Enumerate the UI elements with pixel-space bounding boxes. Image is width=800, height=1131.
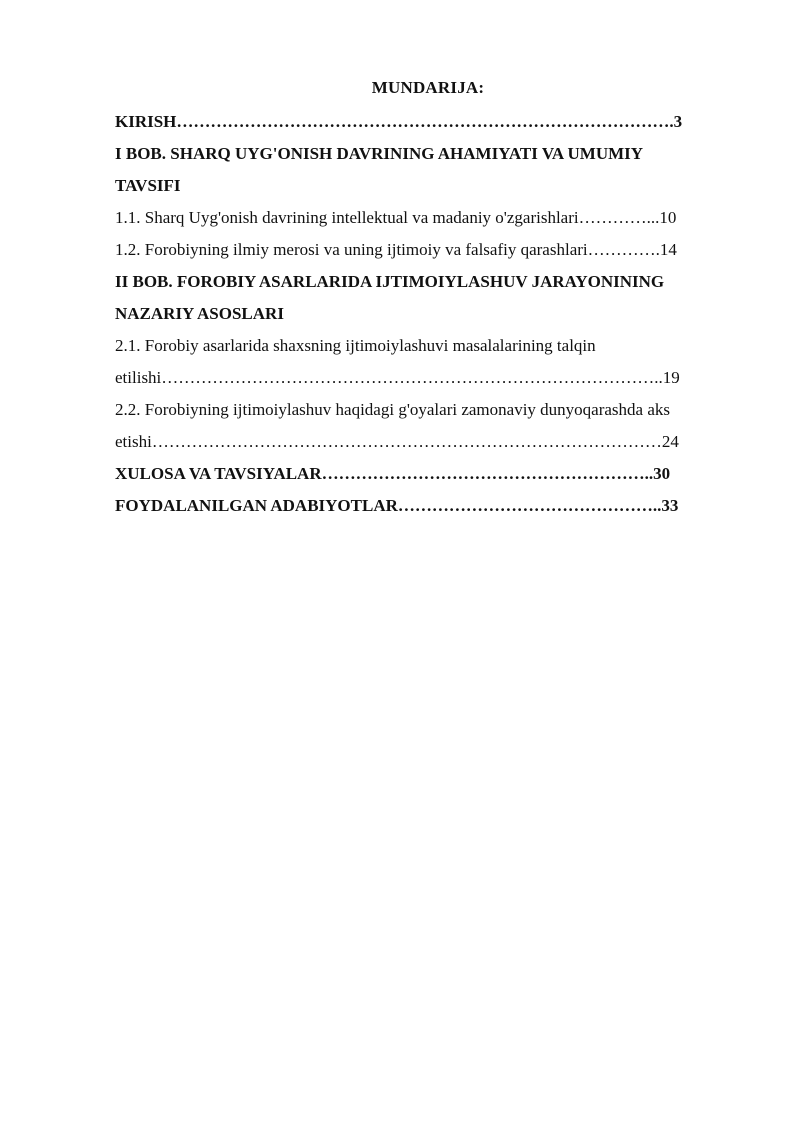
toc-entry-adabiyotlar: FOYDALANILGAN ADABIYOTLAR………………………………………..33 — [115, 496, 679, 515]
toc-entry-1-1: 1.1. Sharq Uyg'onish davrining intellektual va madaniy o'zgarishlari…………...10 — [115, 208, 677, 227]
toc-chapter-1-heading-cont: TAVSIFI — [115, 176, 181, 195]
toc-entry-2-1-cont: etilishi……………………………………………………………………………..19 — [115, 368, 680, 387]
toc-entry-2-1: 2.1. Forobiy asarlarida shaxsning ijtimoiylashuvi masalalarining talqin — [115, 336, 596, 355]
toc-entry-1-2: 1.2. Forobiyning ilmiy merosi va uning ijtimoiy va falsafiy qarashlari………….14 — [115, 240, 677, 259]
toc-chapter-2-heading-cont: NAZARIY ASOSLARI — [115, 304, 284, 323]
table-of-contents — [115, 76, 741, 522]
toc-entry-2-2: 2.2. Forobiyning ijtimoiylashuv haqidagi g'oyalari zamonaviy dunyoqarashda aks — [115, 400, 670, 419]
toc-entry-2-2-cont: etishi………………………………………………………………………………24 — [115, 432, 679, 451]
toc-chapter-2-heading: II BOB. FOROBIY ASARLARIDA IJTIMOIYLASHUV JARAYONINING — [115, 272, 665, 291]
toc-entry-xulosa: XULOSA VA TAVSIYALAR…………………………………………………..30 — [115, 464, 671, 483]
toc-chapter-1-heading: I BOB. SHARQ UYG'ONISH DAVRINING AHAMIYATI VA UMUMIY — [115, 144, 644, 163]
toc-title: MUNDARIJA: — [371, 78, 485, 97]
toc-entry-kirish: KIRISH…………………………………………………………………………….3 — [115, 112, 683, 131]
